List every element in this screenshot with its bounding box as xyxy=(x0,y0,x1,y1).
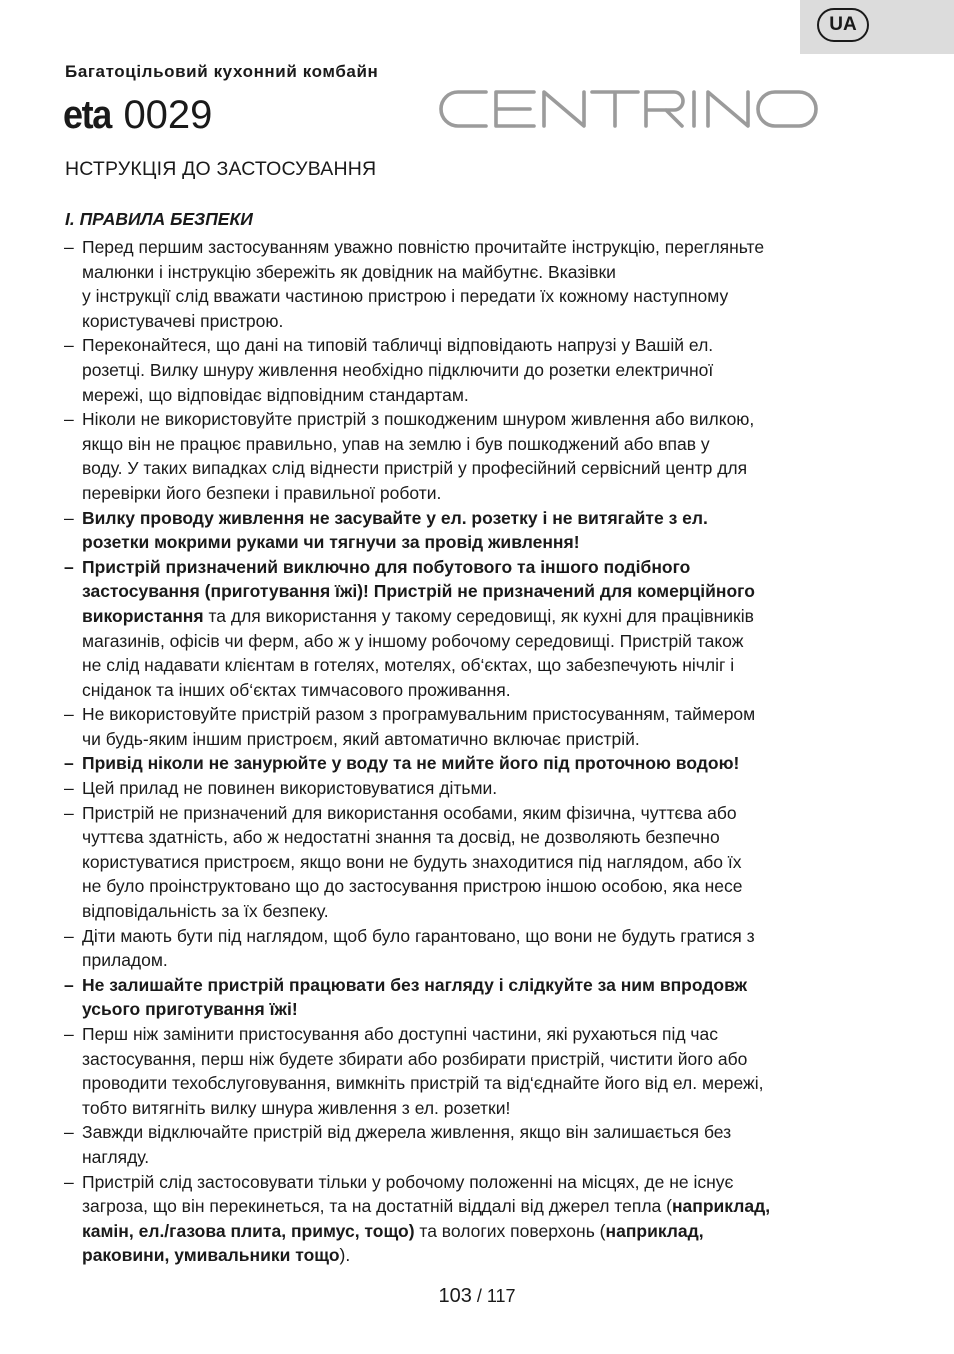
rule-line xyxy=(82,1071,900,1096)
rule-line xyxy=(82,432,900,457)
rule-text: тобто витягніть вилку шнура живлення з ел. розетки! xyxy=(82,1097,511,1118)
rule-text-bold: камін, ел./газова плита, примус, тощо) xyxy=(82,1220,415,1241)
rule-line xyxy=(82,456,900,481)
rule-item xyxy=(64,801,900,924)
bullet-dash: – xyxy=(64,556,74,577)
rule-text-bold: застосування (приготування їжі)! Пристрій не призначений для комерційного xyxy=(82,581,755,602)
bullet-dash: – xyxy=(64,704,74,725)
rule-item xyxy=(64,973,900,1022)
bullet-dash: – xyxy=(64,778,74,799)
rule-line xyxy=(82,973,900,998)
rule-line xyxy=(82,555,900,580)
language-tab xyxy=(800,0,954,54)
rule-line xyxy=(82,653,900,678)
rule-text: у інструкції слід вважати частиною пристрою і передати їх кожному наступному xyxy=(82,286,729,307)
rule-line xyxy=(82,899,900,924)
rule-text: Не використовуйте пристрій разом з програмувальним пристосуванням, таймером xyxy=(82,704,756,725)
rule-text: перевірки його безпеки і правильної роботи. xyxy=(82,482,442,503)
rule-text-bold: Пристрій призначений виключно для побутового та іншого подібного xyxy=(82,556,691,577)
rule-line xyxy=(82,383,900,408)
rule-line xyxy=(82,309,900,334)
rule-text: приладом. xyxy=(82,950,168,971)
rule-text: відповідальність за їх безпеку. xyxy=(82,901,329,922)
page-total: 117 xyxy=(486,1286,516,1306)
rule-line xyxy=(82,579,900,604)
rule-text: чуттєва здатність, або ж недостатні знання та досвід, не дозволяють безпечно xyxy=(82,827,720,848)
page-separator: / xyxy=(471,1286,487,1306)
rule-line xyxy=(82,727,900,752)
bullet-dash: – xyxy=(64,335,74,356)
rule-line xyxy=(82,1022,900,1047)
bullet-dash: – xyxy=(64,1171,74,1192)
rule-text: Перш ніж замінити пристосування або доступні частини, які рухаються під час xyxy=(82,1024,719,1044)
rule-line xyxy=(82,284,900,309)
rule-line xyxy=(82,629,900,654)
bullet-dash: – xyxy=(64,753,74,774)
rule-text: проводити техобслуговування, вимкніть пристрій та від‘єднайте його від ел. мережі, xyxy=(82,1073,764,1094)
rule-item xyxy=(64,924,900,973)
bullet-dash: – xyxy=(64,925,74,946)
rule-line xyxy=(82,1194,900,1219)
rule-line xyxy=(82,481,900,506)
rule-text: малюнки і інструкцію збережіть як довідник на майбутнє. Вказівки xyxy=(82,261,616,282)
rule-text-bold: використання xyxy=(82,605,204,626)
bullet-dash: – xyxy=(64,409,74,430)
bullet-dash: – xyxy=(64,1122,74,1143)
rule-text: Пристрій не призначений для використання особами, яким фізична, чуттєва або xyxy=(82,802,737,823)
rule-item xyxy=(64,333,900,407)
rule-text-bold: Привід ніколи не занурюйте у воду та не мийте його під проточною водою! xyxy=(82,753,740,774)
rule-text: ). xyxy=(339,1245,351,1266)
rule-text: Переконайтеся, що дані на типовій табличці відповідають напрузі у Вашій ел. xyxy=(82,335,714,356)
rule-line xyxy=(82,997,900,1022)
brand-logo: eta xyxy=(63,93,111,137)
bullet-dash: – xyxy=(64,237,74,257)
rule-text: чи будь-яким іншим пристроєм, який автоматично включає пристрій. xyxy=(82,728,640,749)
rule-item xyxy=(64,1170,900,1268)
rule-text: Завжди відключайте пристрій від джерела живлення, якщо він залишається без xyxy=(82,1122,732,1143)
rule-line xyxy=(82,751,900,776)
rule-item xyxy=(64,702,900,751)
rule-line xyxy=(82,333,900,358)
model-heading xyxy=(63,90,212,140)
document-title: НСТРУКЦІЯ ДО ЗАСТОСУВАННЯ xyxy=(65,158,377,180)
rule-line xyxy=(82,1170,900,1195)
rule-item xyxy=(64,235,900,333)
rule-text-bold: розетки мокрими руками чи тягнучи за провід живлення! xyxy=(82,532,580,553)
rule-line xyxy=(82,1096,900,1121)
rule-text: Пристрій слід застосовувати тільки у робочому положенні на місцях, де не існує xyxy=(82,1171,734,1192)
rule-text: застосування, перш ніж будете збирати або розбирати пристрій, чистити його або xyxy=(82,1048,748,1069)
safety-rules-list xyxy=(64,235,900,1268)
rule-text: та вологих поверхонь ( xyxy=(414,1220,606,1241)
rule-text-bold: наприклад, xyxy=(605,1220,704,1241)
bullet-dash: – xyxy=(64,802,74,823)
rule-line xyxy=(82,874,900,899)
page-current: 103 xyxy=(438,1285,472,1307)
rule-line xyxy=(82,1243,900,1268)
rule-line xyxy=(82,702,900,727)
rule-line xyxy=(82,924,900,949)
rule-line xyxy=(82,801,900,826)
rule-item xyxy=(64,407,900,505)
rule-text-bold: раковини, умивальники тощо xyxy=(82,1245,340,1266)
rule-line xyxy=(82,1047,900,1072)
bullet-dash: – xyxy=(64,1024,74,1044)
rule-line xyxy=(82,825,900,850)
rule-line xyxy=(82,407,900,432)
centrino-logo-graphic xyxy=(436,86,820,132)
rule-text: не було проінструктовано що до застосування пристрою іншою особою, яка несе xyxy=(82,876,743,897)
rule-text: Перед першим застосуванням уважно повністю прочитайте інструкцію, перегляньте xyxy=(82,237,765,257)
rule-line xyxy=(82,678,900,703)
rule-item xyxy=(64,1022,900,1120)
bullet-dash: – xyxy=(64,974,74,995)
model-number: 0029 xyxy=(123,93,213,137)
rule-text: загроза, що він перекинеться, та на достатній віддалі від джерел тепла ( xyxy=(82,1196,672,1217)
rule-item xyxy=(64,555,900,703)
centrino-logo xyxy=(436,86,820,132)
page-number xyxy=(0,1285,954,1308)
rule-text: якщо він не працює правильно, упав на землю і був пошкоджений або впав у xyxy=(82,433,710,454)
rule-line xyxy=(82,530,900,555)
rule-line xyxy=(82,1219,900,1244)
rule-item xyxy=(64,751,900,776)
rule-text: сніданок та інших об‘єктах тимчасового проживання. xyxy=(82,679,511,700)
product-type: Багатоцільовий кухонний комбайн xyxy=(65,62,379,81)
rule-line xyxy=(82,506,900,531)
rule-line xyxy=(82,358,900,383)
rule-text: магазинів, офісів чи ферм, або ж у іншому робочому середовищі. Пристрій також xyxy=(82,630,744,651)
rule-line xyxy=(82,850,900,875)
rule-text-bold: усього приготування їжі! xyxy=(82,999,298,1020)
rule-text: мережі, що відповідає відповідним стандартам. xyxy=(82,384,469,405)
rule-text: воду. У таких випадках слід віднести пристрій у професійний сервісний центр для xyxy=(82,458,748,479)
rule-line xyxy=(82,604,900,629)
section-heading: I. ПРАВИЛА БЕЗПЕКИ xyxy=(65,209,253,229)
rule-line xyxy=(82,260,900,285)
rule-text: Ніколи не використовуйте пристрій з пошкодженим шнуром живлення або вилкою, xyxy=(82,409,755,430)
rule-text: не слід надавати клієнтам в готелях, мотелях, об‘єктах, що забезпечують нічліг і xyxy=(82,655,735,676)
rule-text: Діти мають бути під наглядом, щоб було гарантовано, що вони не будуть гратися з xyxy=(82,925,755,946)
rule-line xyxy=(82,776,900,801)
rule-text: нагляду. xyxy=(82,1146,150,1167)
rule-text: та для використання у такому середовищі, як кухні для працівників xyxy=(203,605,754,626)
rule-line xyxy=(82,1145,900,1170)
rule-text: користуватися пристроєм, якщо вони не будуть знаходитися під наглядом, або їх xyxy=(82,851,742,872)
rule-text-bold: наприклад, xyxy=(671,1196,771,1217)
rule-text: розетці. Вилку шнуру живлення необхідно підключити до розетки електричної xyxy=(82,359,714,380)
rule-item xyxy=(64,1120,900,1169)
rule-text: користувачеві пристрою. xyxy=(82,310,284,331)
rule-text: Цей прилад не повинен використовуватися дітьми. xyxy=(82,778,498,799)
bullet-dash: – xyxy=(64,507,74,528)
rule-item xyxy=(64,776,900,801)
language-badge: UA xyxy=(817,8,869,42)
rule-line xyxy=(82,1120,900,1145)
rule-text-bold: Вилку проводу живлення не засувайте у ел. розетку і не витягайте з ел. xyxy=(82,507,708,528)
rule-text-bold: Не залишайте пристрій працювати без нагляду і слідкуйте за ним впродовж xyxy=(82,974,748,995)
rule-line xyxy=(82,948,900,973)
rule-item xyxy=(64,506,900,555)
rule-line xyxy=(82,235,900,260)
